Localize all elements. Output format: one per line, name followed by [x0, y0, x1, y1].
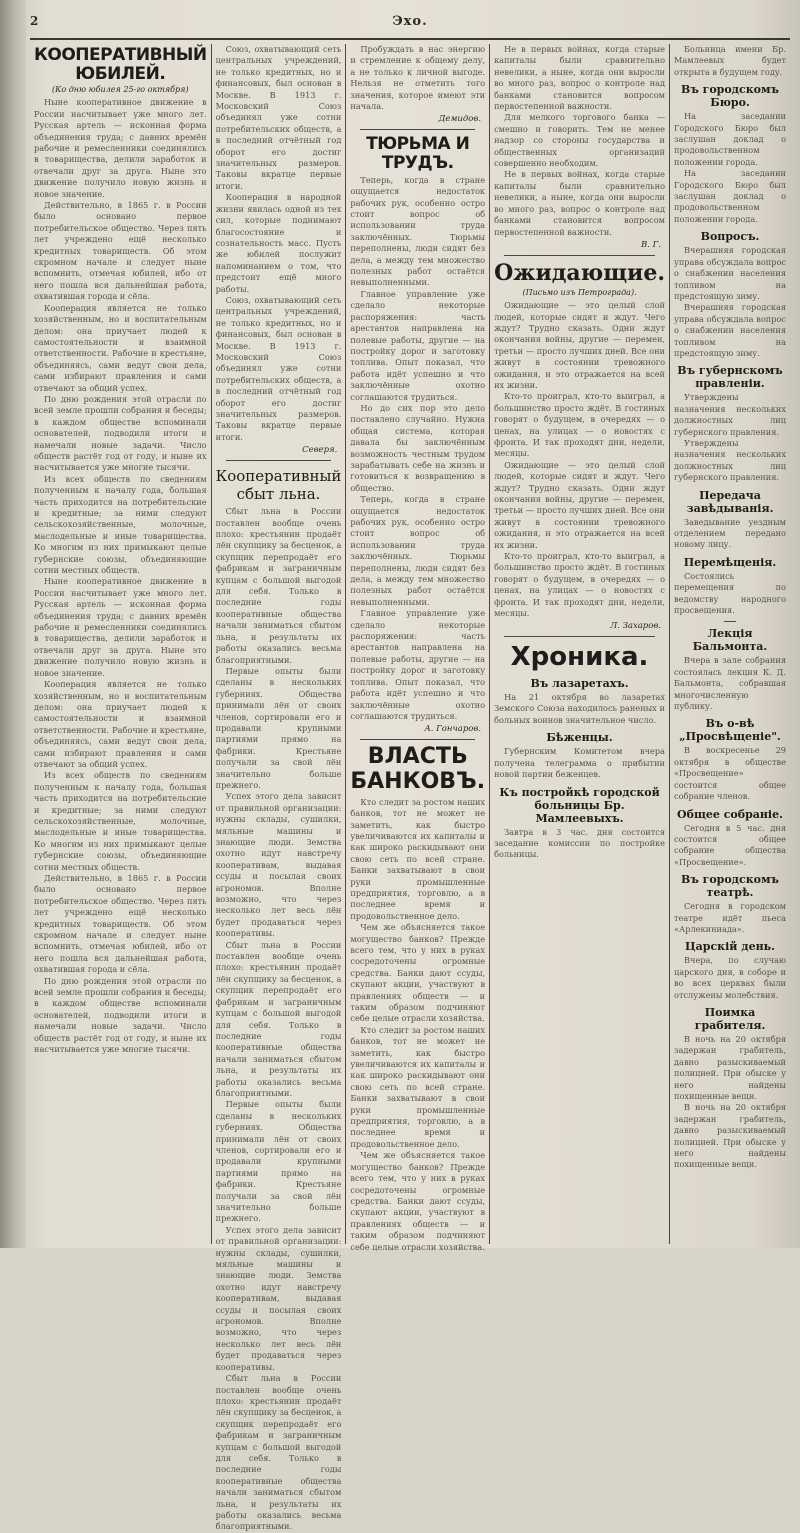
column-4 [490, 44, 670, 1244]
author-signature: В. Г. [641, 239, 662, 250]
paragraph: Чем же объясняется такое могущество банков? Прежде всего тем, что у них в руках сосредоточены огромные средства. Банки дают ссуды, скупают акции, участвуют в правлениях обществ — и таким образом подчиняют себе целые отрасли хозяйства. [350, 922, 486, 1024]
separator-rule [504, 636, 655, 637]
column-5 [670, 44, 790, 1244]
paragraph: Главное управление уже сделало некоторые распоряжения: часть арестантов направлена на полевые работы, другие — на постройку дорог и заготовку топлива. Опыт показал, что работа идёт успешно и что заключённые охотно соглашаются трудиться. [350, 608, 486, 721]
paragraph: Вчерашняя городская управа обсуждала вопрос о снабжении населения топливом на предстоящую зиму. [674, 245, 786, 301]
article-title-prison-labour: ТЮРЬМА И ТРУДЪ. [366, 134, 470, 174]
page-binding-edge [0, 0, 26, 1248]
paragraph: Вчера, по случаю царского дня, в соборе и во всех церквах были отслужены молебствия. [674, 955, 786, 1000]
paragraph: Чем же объясняется такое могущество банков? Прежде всего тем, что у них в руках сосредоточены огромные средства. Банки дают ссуды, скупают акции, участвуют в правлениях обществ — и таким образом подчиняют себе целые отрасли хозяйства. [350, 1150, 486, 1252]
paragraph: Кооперация является не только хозяйственным, но и воспитательным делом: она приучает людей к самостоятельности и взаимной ответственности. Рабочие и крестьяне, объединяясь, сами ведут свои дела, сами избирают правления и сами отвечают за общий успех. [34, 679, 207, 769]
subheading: Передача завѣдыванія. [686, 488, 774, 515]
paragraph: Кто следит за ростом наших банков, тот не может не заметить, как быстро увеличиваются их капиталы и как широко раскидывают они свою сеть по всей стране. Банки захватывают в свои руки промышленные предприятия, торговлю, а в последнее время и продовольственное дело. [350, 1024, 486, 1149]
section-title-chronicle: Хроника. [510, 642, 649, 673]
article-title-power-of-banks: ВЛАСТЬ БАНКОВЪ. [350, 744, 486, 794]
paragraph: Для мелкого торгового банка — смешно и говорить. Тем не менее надзор со стороны государства и общественных организаций совершенно необходим. [494, 112, 666, 169]
article-title-coop-jubilee: КООПЕРАТИВНЫЙ ЮБИЛЕЙ. [34, 45, 207, 84]
paragraph: Из всех обществ по сведениям полученным к началу года, большая часть приходится на потребительские и кредитные; за ними следуют сельскохозяйственные, молочные, маслодельные и иные товарищества. Ко многим из них примыкают целые губернские союзы, объединяющие сотни местных обществ. [34, 770, 207, 872]
paragraph: Ожидающие — это целый слой людей, которые сидят и ждут. Чего ждут? Трудно сказать. Одни ждут окончания войны, другие — перемен, третьи — просто лучших дней. Все они живут в состоянии тревожного ожидания, и это отражается на всей их жизни. [494, 300, 666, 390]
paragraph: В ночь на 20 октября задержан грабитель, давно разыскиваемый полицией. При обыске у него найдены похищенные вещи. [674, 1033, 786, 1101]
column-1 [30, 44, 212, 1244]
paragraph: Сбыт льна в России поставлен вообще очень плохо: крестьянин продаёт лён скупщику за бесценок, а скупщик перепродаёт его фабрикам и заграничным купцам с большой выгодой для себя. Только в последние годы кооперативные общества начали заниматься сбытом льна, и результаты их работы оказались весьма благоприятными. [215, 1373, 342, 1532]
paragraph: Кооперация в народной жизни явилась одной из тех сил, которые поднимают благосостояние и сознательность масс. Пусть же юбилей послужит напоминанием о том, что предстоит ещё много работы. [215, 192, 342, 294]
paragraph: Вчерашняя городская управа обсуждала вопрос о снабжении населения топливом на предстоящую зиму. [674, 302, 786, 358]
author-signature: Демидов. [438, 114, 482, 125]
separator-rule [360, 739, 475, 740]
separator-rule [226, 460, 332, 461]
paragraph: Ныне кооперативное движение в России насчитывает уже много лет. Русская артель — исконная форма объединения труда; с давних времён рабочие и ремесленники соединялись в товарищества, делили заработок и отвечали друг за друга. Ныне это движение получило новую жизнь и новое значение. [34, 576, 207, 678]
author-signature: Л. Захаров. [610, 621, 662, 632]
paragraph: Теперь, когда в стране ощущается недостаток рабочих рук, особенно остро стоит вопрос об использовании труда заключённых. Тюрьмы переполнены, люди сидят без дела, а между тем множество полезных работ остаётся невыполненными. [350, 494, 486, 607]
paragraph: Союз, охватывающий сеть центральных учреждений, не только кредитных, но и финансовых, был основан в Москве. В 1913 г. Московский Союз объединял уже сотни потребительских обществ, а в последний отчётный год оборот его достиг значительных размеров. Таковы вкратце первые итоги. [215, 294, 342, 442]
page-number: 2 [30, 14, 39, 28]
paragraph: Утверждены назначения нескольких должностных лиц губернского правления. [674, 392, 786, 437]
separator-rule [504, 255, 655, 256]
separator-rule [360, 129, 475, 130]
subheading: Лекція Бальмонта. [692, 627, 768, 654]
paragraph: Кто-то проиграл, кто-то выиграл, а большинство просто ждёт. В гостиных говорят о будущем, в очередях — о ценах, на улицах — о новостях с фронта. И так проходят дни, недели, месяцы. [494, 391, 666, 459]
paragraph: Первые опыты были сделаны в нескольких губерниях. Общества принимали лён от своих членов, сортировали его и продавали крупными партиями прямо на фабрики. Крестьяне получали за свой лён значительно больше прежнего. [215, 1099, 342, 1224]
paragraph: Состоялись перемещения по ведомству народного просвещения. [674, 570, 786, 616]
paragraph: В воскресенье 29 октября в обществе «Просвещение» состоится общее собрание членов. [674, 745, 786, 802]
paragraph: Ныне кооперативное движение в России насчитывает уже много лет. Русская артель — исконная форма объединения труда; с давних времён рабочие и ремесленники соединялись в товарищества, делили заработок и отвечали друг за друга. Ныне это движение получило новую жизнь и новое значение. [34, 97, 207, 199]
paragraph: Но до сих пор это дело поставлено случайно. Нужна общая система, которая давала бы заключённым возможность честным трудом зарабатывать себе на жизнь и готовиться к возвращению в общество. [350, 402, 486, 493]
column-3 [346, 44, 490, 1252]
subheading: Въ городскомъ театрѣ. [681, 873, 779, 900]
paragraph: Теперь, когда в стране ощущается недостаток рабочих рук, особенно остро стоит вопрос об использовании труда заключённых. Тюрьмы переполнены, люди сидят без дела, а между тем множество полезных работ остаётся невыполненными. [350, 174, 486, 288]
paragraph: Сегодня в 5 час. дня состоится общее собрание общества «Просвещение». [674, 822, 786, 867]
article-title-flax: Кооперативный сбыт льна. [215, 467, 342, 504]
paragraph: На заседании Городского Бюро был заслушан доклад о продовольственном положении города. [674, 168, 786, 224]
subheading: Перемѣщенія. [683, 555, 777, 569]
paragraph: Утверждены назначения нескольких должностных лиц губернского правления. [674, 437, 786, 483]
column-2 [212, 44, 347, 1532]
paragraph: Не в первых войнах, когда старые капиталы были сравнительно невелики, а ныне, когда они выросли во много раз, вопрос о контроле над банками становится вопросом первостепенной важности. [494, 44, 666, 112]
paragraph: Не в первых войнах, когда старые капиталы были сравнительно невелики, а ныне, когда они выросли во много раз, вопрос о контроле над банками становится вопросом первостепенной важности. [494, 169, 666, 237]
subheading: Въ о-вѣ „Просвѣщеніе". [679, 717, 781, 744]
paragraph: На заседании Городского Бюро был заслушан доклад о продовольственном положении города. [674, 111, 786, 167]
paragraph: По дню рождения этой отрасли по всей земле прошли собрания и беседы; в каждом обществе вспоминали основателей, подводили итоги и намечали новые задачи. Число обществ растёт год от году, и ныне их насчитывается уже многие тысячи. [34, 975, 207, 1055]
paragraph: Действительно, в 1865 г. в России было основано первое потребительское общество. Через пять лет учреждено ещё несколько кредитных товариществ. Об этом скромном начале и следует ныне вспомнить, отмечая юбилей, ибо от него пошла вся дальнейшая работа, охватившая города и сёла. [34, 873, 207, 975]
article-title-waiting: Ожидающие. [494, 259, 666, 286]
paragraph: В ночь на 20 октября задержан грабитель, давно разыскиваемый полицией. При обыске у него найдены похищенные вещи. [674, 1102, 786, 1170]
paragraph: Вчера в зале собрания состоялась лекция К. Д. Бальмонта, собравшая многочисленную публику. [674, 655, 786, 712]
paragraph: Ожидающие — это целый слой людей, которые сидят и ждут. Чего ждут? Трудно сказать. Одни ждут окончания войны, другие — перемен, третьи — просто лучших дней. Все они живут в состоянии тревожного ожидания, и это отражается на всей их жизни. [494, 459, 666, 550]
paragraph: Губернским Комитетом вчера получена телеграмма о прибытии новой партии беженцев. [494, 746, 666, 780]
author-signature: Северя. [302, 445, 338, 456]
subheading: Въ лазаретахъ. [530, 677, 629, 691]
paragraph: Союз, охватывающий сеть центральных учреждений, не только кредитных, но и финансовых, был основан в Москве. В 1913 г. Московский Союз объединял уже сотни потребительских обществ, а в последний отчётный год оборот его достиг значительных размеров. Таковы вкратце первые итоги. [215, 44, 342, 191]
paragraph: На 21 октября во лазаретах Земского Союза находилось раненых и больных воинов значительное число. [494, 692, 666, 725]
paragraph: Больница имени Бр. Мамлеевых будет открыта в будущем году. [674, 44, 786, 77]
paragraph: Успех этого дела зависит от правильной организации: нужны склады, сушилки, мяльные машины и знающие люди. Земства охотно идут навстречу кооперативам, выдавая ссуды и посылая своих агрономов. Вполне возможно, что через несколько лет весь лён будет продаваться через кооперативы. [215, 791, 342, 939]
paragraph: Успех этого дела зависит от правильной организации: нужны склады, сушилки, мяльные машины и знающие люди. Земства охотно идут навстречу кооперативам, выдавая ссуды и посылая своих агрономов. Вполне возможно, что через несколько лет весь лён будет продаваться через кооперативы. [215, 1224, 342, 1372]
paragraph: Кто следит за ростом наших банков, тот не может не заметить, как быстро увеличиваются их капиталы и как широко раскидывают они свою сеть по всей стране. Банки захватывают в свои руки промышленные предприятия, торговлю, а в последнее время и продовольственное дело. [350, 796, 486, 921]
paragraph: Заведывание уездным отделением передано новому лицу. [674, 516, 786, 550]
subheading: Царскій день. [685, 940, 775, 954]
article-source-note: (Письмо изъ Петрограда). [522, 288, 637, 298]
subheading: Въ городскомъ Бюро. [681, 83, 779, 110]
paragraph: Первые опыты были сделаны в нескольких губерниях. Общества принимали лён от своих членов, сортировали его и продавали крупными партиями прямо на фабрики. Крестьяне получали за свой лён значительно больше прежнего. [215, 665, 342, 790]
paragraph: Кто-то проиграл, кто-то выиграл, а большинство просто ждёт. В гостиных говорят о будущем, в очередях — о ценах, на улицах — о новостях с фронта. И так проходят дни, недели, месяцы. [494, 551, 666, 619]
columns [30, 44, 790, 1532]
subheading: Въ губернскомъ правленіи. [677, 364, 783, 391]
paragraph: Пробуждать в нас энергию и стремление к общему делу, а не только к личной выгоде. Нельзя не отметить того значения, которое имеют эти начала. [350, 44, 486, 112]
paragraph: Завтра в 3 час. дня состоится заседание комиссии по постройке больницы. [494, 826, 666, 860]
separator-rule [724, 621, 736, 622]
paragraph: По дню рождения этой отрасли по всей земле прошли собрания и беседы; в каждом обществе вспоминали основателей, подводили итоги и намечали новые задачи. Число обществ растёт год от году, и ныне их насчитывается уже многие тысячи. [34, 393, 207, 473]
newspaper-name: Эхо. [392, 14, 428, 29]
paragraph: Главное управление уже сделало некоторые распоряжения: часть арестантов направлена на полевые работы, другие — на постройку дорог и заготовку топлива. Опыт показал, что работа идёт успешно и что заключённые охотно соглашаются трудиться. [350, 288, 486, 402]
paragraph: Действительно, в 1865 г. в России было основано первое потребительское общество. Через пять лет учреждено ещё несколько кредитных товариществ. Об этом скромном начале и следует ныне вспомнить, отмечая юбилей, ибо от него пошла вся дальнейшая работа, охватившая города и сёла. [34, 200, 207, 302]
paragraph: Из всех обществ по сведениям полученным к началу года, большая часть приходится на потребительские и кредитные; за ними следуют сельскохозяйственные, молочные, маслодельные и иные товарищества. Ко многим из них примыкают целые губернские союзы, объединяющие сотни местных обществ. [34, 473, 207, 576]
paragraph: Кооперация является не только хозяйственным, но и воспитательным делом: она приучает людей к самостоятельности и взаимной ответственности. Рабочие и крестьяне, объединяясь, сами ведут свои дела, сами избирают правления и сами отвечают за общий успех. [34, 302, 207, 393]
page-header [30, 14, 790, 40]
subheading: Поимка грабителя. [694, 1005, 766, 1032]
subheading: Общее собраніе. [677, 807, 783, 821]
author-signature: А. Гончаров. [424, 724, 482, 735]
article-date-note: (Ко дню юбилея 25-го октября) [52, 85, 189, 95]
subheading: Вопросъ. [700, 230, 760, 244]
paragraph: Сбыт льна в России поставлен вообще очень плохо: крестьянин продаёт лён скупщику за бесценок, а скупщик перепродаёт его фабрикам и заграничным купцам с большой выгодой для себя. Только в последние годы кооперативные общества начали заниматься сбытом льна, и результаты их работы оказались весьма благоприятными. [215, 939, 342, 1098]
subheading: Къ постройкѣ городской больницы Бр. Мамлеевыхъ. [499, 785, 660, 825]
paragraph: Сегодня в городском театре идёт пьеса «Арлекиниада». [674, 901, 786, 934]
subheading: Бѣженцы. [546, 731, 613, 745]
paragraph: Сбыт льна в России поставлен вообще очень плохо: крестьянин продаёт лён скупщику за бесценок, а скупщик перепродаёт его фабрикам и заграничным купцам с большой выгодой для себя. Только в последние годы кооперативные общества начали заниматься сбытом льна, и результаты их работы оказались весьма благоприятными. [215, 506, 342, 665]
